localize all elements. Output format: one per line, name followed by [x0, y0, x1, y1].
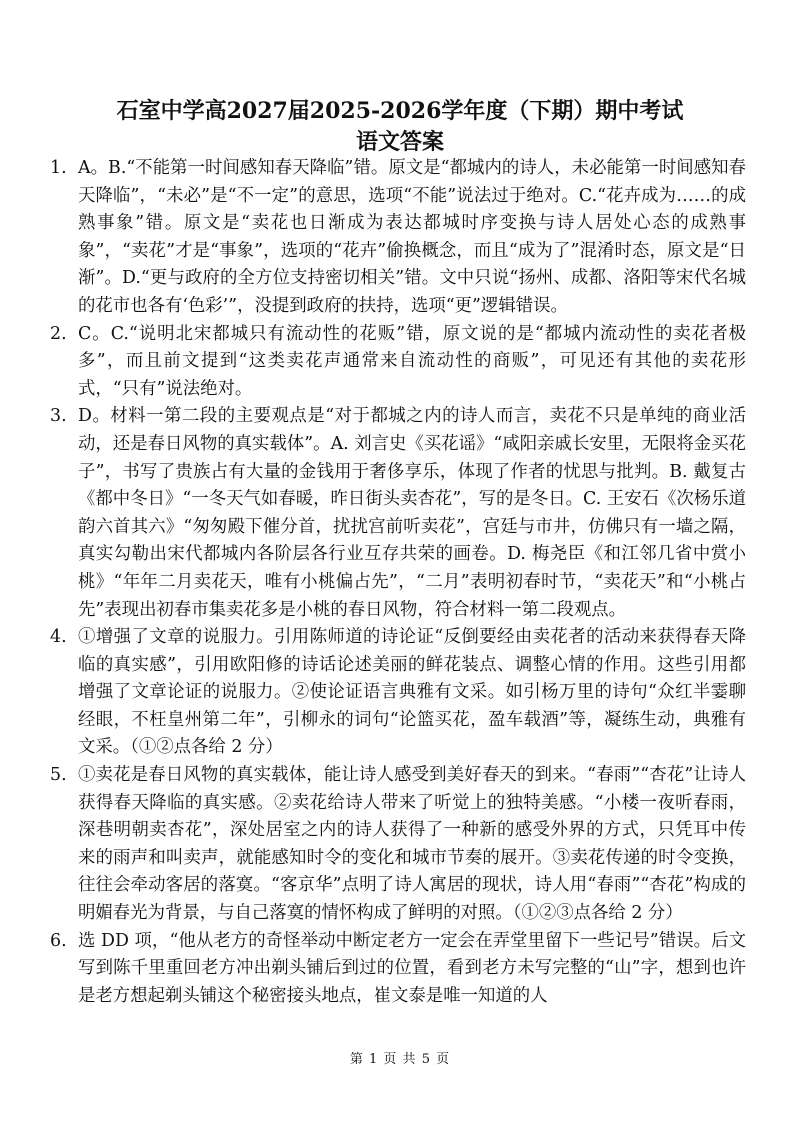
answer-text: A。B.“不能第一时间感知春天降临”错。原文是“都城内的诗人，未必能第一时间感知春天降临”，“未必”是“不一定”的意思，选项“不能”说法过于绝对。C.“花卉成为……的成熟事象”错。原文是“卖花也日渐成为表达都城时序变换与诗人居处心态的成熟事象”，“卖花”才是“事象”，选项的“花卉”偷换概念，而且“成为了”混淆时态，原文是“日渐”。D.“更与政府的全方位支持密切相关”错。文中只说“扬州、成都、洛阳等宋代名城的花市也各有‘色彩’”，没提到政府的扶持，选项“更”逻辑错误。: [78, 158, 746, 316]
answer-item-6: [0, 928, 800, 1011]
answer-text: C。C.“说明北宋都城只有流动性的花贩”错，原文说的是“都城内流动性的卖花者极多”，而且前文提到“这类卖花声通常来自流动性的商贩”，可见还有其他的卖花形式，“只有”说法绝对。: [78, 323, 746, 399]
answer-number: 1.: [50, 158, 67, 178]
answer-number: 2.: [50, 323, 67, 344]
answer-item-2: [0, 321, 800, 404]
page-title: 石室中学高2027届2025-2026学年度（下期）期中考试: [116, 98, 684, 124]
answer-item-4: [0, 624, 800, 762]
answer-number: 4.: [50, 627, 67, 648]
page-footer: 第 1 页 共 5 页: [349, 1052, 451, 1067]
answer-item-1: [0, 155, 800, 321]
answer-item-5: [0, 762, 800, 928]
answer-number: 5.: [50, 765, 67, 786]
answer-number: 3.: [50, 406, 67, 427]
answer-text: D。材料一第二段的主要观点是“对于都城之内的诗人而言，卖花不只是单纯的商业活动，还是春日风物的真实载体”。A. 刘言史《买花谣》“咸阳亲戚长安里，无限将金买花子”，书写了贵族占有大量的金钱用于奢侈享乐，体现了作者的忧思与批判。B. 戴复古《都中冬日》“一冬天气如春暖，昨日街头卖杏花”，写的是冬日。C. 王安石《次杨乐道韵六首其六》“匆匆殿下催分首，扰扰宫前听卖花”，宫廷与市井，仿佛只有一墙之隔，真实勾勒出宋代都城内各阶层各行业互存共荣的画卷。D. 梅尧臣《和江邻几省中赏小桃》“年年二月卖花天，唯有小桃偏占先”，“二月”表明初春时节，“卖花天”和“小桃占先”表现出初春市集卖花多是小桃的春日风物，符合材料一第二段观点。: [78, 406, 746, 620]
answer-text: ①卖花是春日风物的真实载体，能让诗人感受到美好春天的到来。“春雨”“杏花”让诗人获得春天降临的真实感。②卖花给诗人带来了听觉上的独特美感。“小楼一夜听春雨，深巷明朝卖杏花”，深处居室之内的诗人获得了一种新的感受外界的方式，只凭耳中传来的雨声和叫卖声，就能感知时令的变化和城市节奏的展开。③卖花传递的时令变换，往往会牵动客居的落寞。“客京华”点明了诗人寓居的现状，诗人用“春雨”“杏花”构成的明媚春光为背景，与自己落寞的情怀构成了鲜明的对照。（①②③点各给 2 分）: [78, 765, 746, 924]
page-subtitle: 语文答案: [355, 129, 444, 155]
answer-list: [0, 155, 800, 1010]
answer-number: 6.: [50, 930, 67, 951]
answer-text: 选 DD 项，“他从老方的奇怪举动中断定老方一定会在弄堂里留下一些记号”错误。后文写到陈千里重回老方冲出剃头铺后到过的位置，看到老方未写完整的“山”字，想到也许是老方想起剃头铺这个秘密接头地点，崔文泰是唯一知道的人: [78, 930, 746, 1006]
answer-item-3: [0, 403, 800, 624]
answer-text: ①增强了文章的说服力。引用陈师道的诗论证“反倒要经由卖花者的活动来获得春天降临的真实感”，引用欧阳修的诗话论述美丽的鲜花装点、调整心情的作用。这些引用都增强了文章论证的说服力。②使论证语言典雅有文采。如引杨万里的诗句“众红半霎聊经眼，不枉皇州第二年”，引柳永的词句“论篮买花，盈车载酒”等，凝练生动，典雅有文采。（①②点各给 2 分）: [78, 627, 746, 758]
